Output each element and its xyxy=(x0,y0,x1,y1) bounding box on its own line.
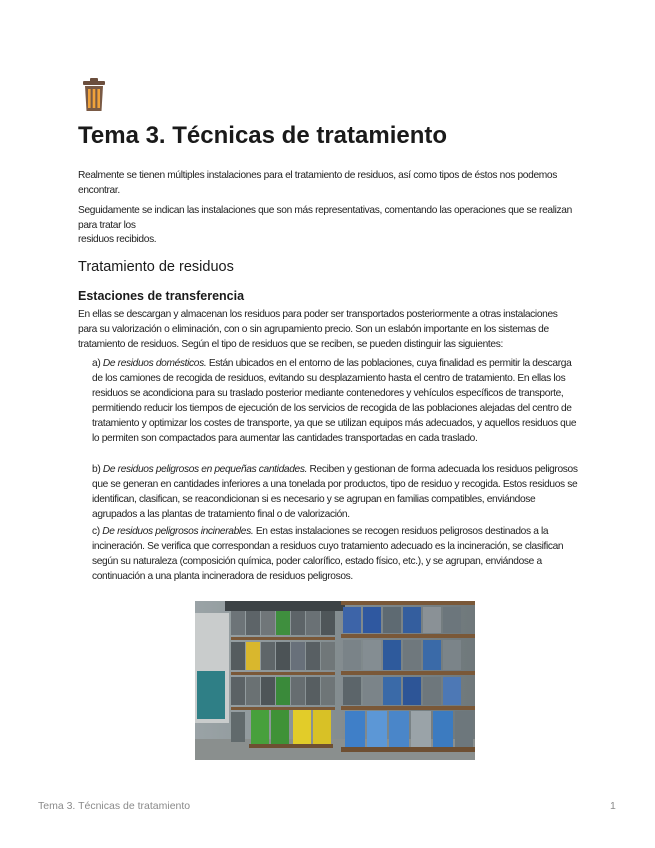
list-item-a xyxy=(92,356,578,446)
footer-page-number: 1 xyxy=(610,800,616,812)
footer-document-title: Tema 3. Técnicas de tratamiento xyxy=(38,800,191,812)
list-item-term: De residuos peligrosos en pequeñas cantidades. xyxy=(102,464,308,475)
subsection-lead-paragraph: En ellas se descargan y almacenan los residuos para poder ser transportados posteriormente a otras instalaciones para su valorización o eliminación, con o sin agrupamiento precio. Son un eslabón importante en los sistemas de tratamiento de residuos. Según el tipo de residuos que se reciben, se pueden distinguir las siguientes: xyxy=(78,309,558,350)
list-item-prefix: a) xyxy=(92,358,103,369)
list-item-text: Están ubicados en el entorno de las poblaciones, cuya finalidad es permitir la descarga de los camiones de recogida de residuos, evitando su desplazamiento hasta el centro de tratamiento. En ellas los residuos se acondiciona para su traslado posterior mediante contenedores y vehículos específicos de transporte, permitiendo reducir los tiempos de ejecución de los servicios de recogida de las poblaciones alejadas del centro de tratamiento y optimizar los costes de transporte, ya que se utilizan equipos más adecuados, y aquellos residuos que lo permiten son compactados para aumentar las cantidades transportadas en cada traslado. xyxy=(92,358,577,444)
list-item-prefix: b) xyxy=(92,464,103,475)
intro-paragraph-2: Seguidamente se indican las instalaciones que son más representativas, comentando las operaciones que se realizan para tratar los xyxy=(78,205,572,231)
page-title: Tema 3. Técnicas de tratamiento xyxy=(78,122,448,149)
list-item-text: En estas instalaciones se recogen residuos peligrosos destinados a la incineración. Se verifica que correspondan a residuos cuyo tratamiento adecuado es la incineración, se clasifican según su naturaleza (composición química, poder calorífico, estado físico, etc.), y se agrupan, enviándose a continuación a una planta incineradora de residuos peligrosos. xyxy=(92,526,564,582)
intro-paragraph-3: residuos recibidos. xyxy=(78,234,157,245)
list-item-term: De residuos peligrosos incinerables. xyxy=(102,526,254,537)
list-item-text: Reciben y gestionan de forma adecuada los residuos peligrosos que se generan en cantidades inferiores a una tonelada por productos, tipo de residuo y recogida. Estos residuos se identifican, clasifican, se reacondicionan si es necesario y se agrupan en familias compatibles, enviándose agrupados a las plantas de tratamiento final o de valorización. xyxy=(92,464,578,520)
list-item-c xyxy=(92,524,578,584)
trash-bin-icon xyxy=(82,78,106,112)
section-heading: Tratamiento de residuos xyxy=(78,259,234,275)
subsection-heading: Estaciones de transferencia xyxy=(78,289,245,303)
list-item-prefix: c) xyxy=(92,526,103,537)
list-item-b xyxy=(92,462,578,522)
barrels-photo xyxy=(195,601,475,760)
list-item-term: De residuos domésticos. xyxy=(102,358,207,369)
intro-paragraph-1: Realmente se tienen múltiples instalaciones para el tratamiento de residuos, así como tipos de éstos nos podemos encontrar. xyxy=(78,170,557,196)
